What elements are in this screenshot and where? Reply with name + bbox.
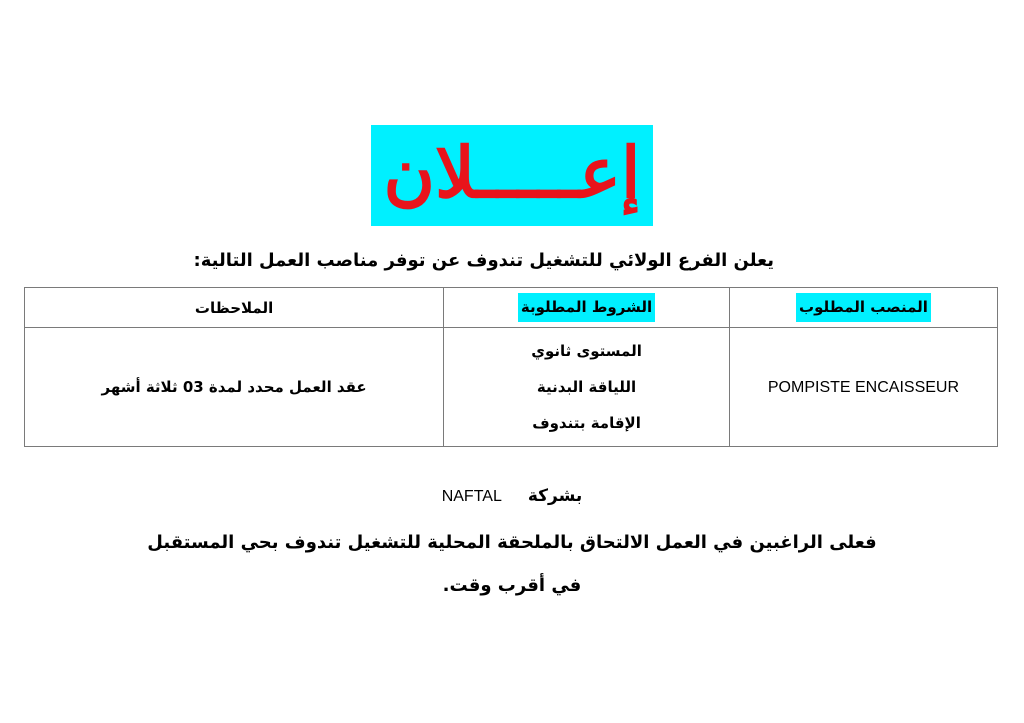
header-notes-label: الملاحظات xyxy=(194,298,274,317)
condition-item: اللياقة البدنية xyxy=(536,378,637,396)
announcement-title: إعـــــلان xyxy=(383,130,641,214)
job-offers-table xyxy=(24,287,998,447)
call-to-action-line-2: في أقرب وقت. xyxy=(442,575,582,596)
cell-position xyxy=(729,328,997,447)
table-row xyxy=(25,328,998,447)
header-conditions xyxy=(444,288,730,328)
condition-item: المستوى ثانوي xyxy=(531,342,642,360)
position-value: POMPISTE ENCAISSEUR xyxy=(767,378,960,396)
cell-conditions xyxy=(444,328,730,447)
cell-notes xyxy=(25,328,444,447)
condition-item: الإقامة بتندوف xyxy=(532,414,641,432)
header-conditions-label: الشروط المطلوبة xyxy=(518,293,655,322)
company-name: NAFTAL xyxy=(441,488,502,505)
header-position xyxy=(729,288,997,328)
conditions-list xyxy=(444,333,729,441)
call-to-action-line-1: فعلى الراغبين في العمل الالتحاق بالملحقة المحلية للتشغيل تندوف بحي المستقبل xyxy=(147,532,877,553)
header-notes xyxy=(25,288,444,328)
table-header-row xyxy=(25,288,998,328)
company-prefix: بشركة xyxy=(527,486,583,506)
announcement-intro: يعلن الفرع الولائي للتشغيل تندوف عن توفر مناصب العمل التالية: xyxy=(193,250,774,271)
announcement-title-box xyxy=(371,125,653,226)
company-line xyxy=(0,486,1024,506)
notes-value: عقد العمل محدد لمدة 03 ثلاثة أشهر xyxy=(101,378,367,396)
header-position-label: المنصب المطلوب xyxy=(796,293,931,322)
